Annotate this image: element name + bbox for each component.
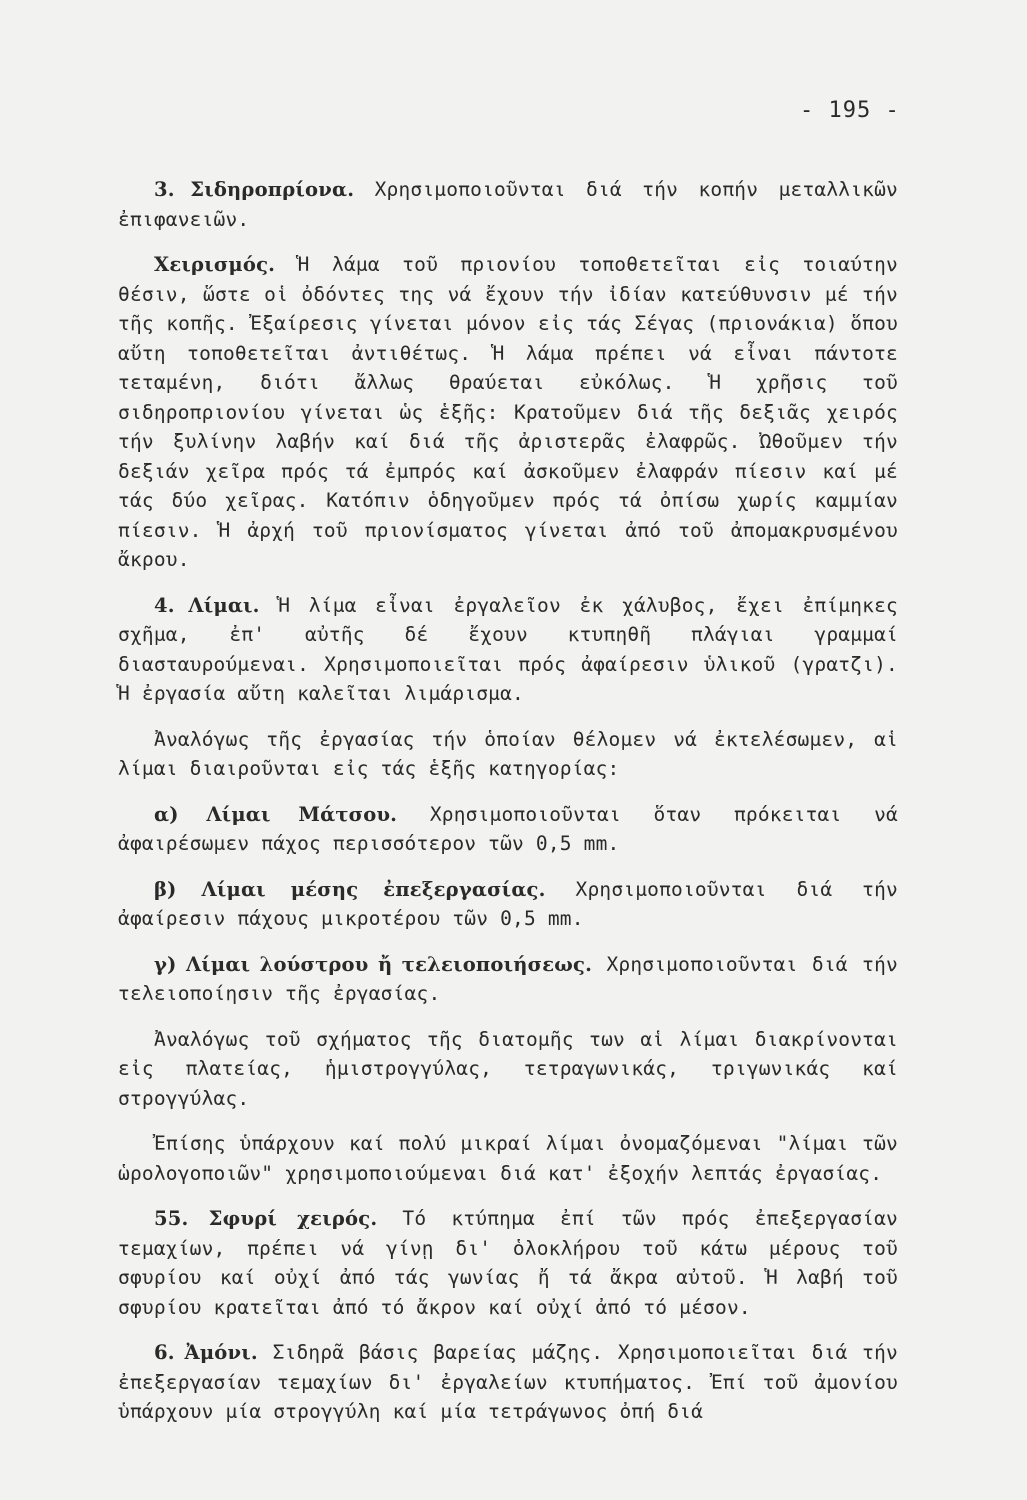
paragraph-body: Χρησιμοποιοῦνται διά τήν ἀφαίρεσιν πάχους μικροτέρου τῶν 0,5 mm. (118, 877, 898, 930)
paragraph-heading: Χειρισμός. (154, 253, 276, 276)
paragraph-heading: γ) Λίμαι λούστρου ἤ τελειοποιήσεως. (154, 952, 593, 976)
paragraph-body: Τό κτύπημα ἐπί τῶν πρός ἐπεξεργασίαν τεμαχίων, πρέπει νά γίνῃ δι' ὁλοκλήρου τοῦ κάτω μέρους τοῦ σφυρίου καί οὐχί ἀπό τάς γωνίας ἤ τά ἄκρα αὐτοῦ. Ἡ λαβή τοῦ σφυρίου κρατεῖται ἀπό τό ἄκρον καί οὐχί ἀπό τό μέσον. (118, 1207, 898, 1319)
paragraph-analogos-sximatos (118, 1025, 898, 1114)
paragraph-body: Χρησιμοποιοῦνται διά τήν κοπήν μεταλλικῶν ἐπιφανειῶν. (118, 178, 898, 231)
paragraph-limai-loustrou (118, 950, 898, 1009)
paragraph-heading: β) Λίμαι μέσης ἐπεξεργασίας. (154, 877, 546, 901)
paragraph-limai (118, 591, 898, 709)
paragraph-heading: 6. Ἀμόνι. (154, 1341, 258, 1364)
paragraph-heading: α) Λίμαι Μάτσου. (154, 802, 398, 826)
paragraph-amoni (118, 1338, 898, 1427)
paragraph-body: Ἐπίσης ὑπάρχουν καί πολύ μικραί λίμαι ὀνομαζόμεναι "λίμαι τῶν ὡρολογοποιῶν" χρησιμοποιούμεναι διά κατ' ἐξοχήν λεπτάς ἐργασίας. (118, 1132, 898, 1185)
paragraph-body: Ἡ λίμα εἶναι ἐργαλεῖον ἐκ χάλυβος, ἔχει ἐπίμηκες σχῆμα, ἐπ' αὐτῆς δέ ἔχουν κτυπηθῆ πλάγιαι γραμμαί διασταυρούμεναι. Χρησιμοποιεῖται πρός ἀφαίρεσιν ὑλικοῦ (γρατζι). Ἡ ἐργασία αὔτη καλεῖται λιμάρισμα. (118, 593, 898, 705)
paragraph-heading: 3. Σιδηροπρίονα. (154, 178, 355, 201)
paragraph-episis (118, 1129, 898, 1188)
paragraph-limai-mesis (118, 875, 898, 934)
paragraph-body: Χρησιμοποιοῦνται ὅταν πρόκειται νά ἀφαιρέσωμεν πάχος περισσότερον τῶν 0,5 mm. (118, 802, 898, 855)
paragraph-heading: 4. Λίμαι. (154, 593, 260, 617)
paragraph-heading: 55. Σφυρί χειρός. (154, 1207, 378, 1230)
paragraph-limai-matsou (118, 800, 898, 859)
paragraph-sfyri (118, 1204, 898, 1322)
paragraph-xeirismos (118, 250, 898, 575)
body-text (118, 175, 898, 1443)
paragraph-body: Ἀναλόγως τοῦ σχήματος τῆς διατομῆς των αἱ λίμαι διακρίνονται εἰς πλατείας, ἡμιστρογγύλας, τετραγωνικάς, τριγωνικάς καί στρογγύλας. (118, 1027, 898, 1110)
page-number: - 195 - (800, 98, 900, 123)
paragraph-body: Σιδηρᾶ βάσις βαρείας μάζης. Χρησιμοποιεῖται διά τήν ἐπεξεργασίαν τεμαχίων δι' ἐργαλείων κτυπήματος. Ἐπί τοῦ ἀμονίου ὑπάρχουν μία στρογγύλη καί μία τετράγωνος ὀπή διά (118, 1341, 898, 1423)
paragraph-body: Ἡ λάμα τοῦ πριονίου τοποθετεῖται εἰς τοιαύτην θέσιν, ὥστε οἱ ὀδόντες της νά ἔχουν τήν ἰδίαν κατεύθυνσιν μέ τήν τῆς κοπῆς. Ἐξαίρεσις γίνεται μόνον εἰς τάς Σέγας (πριονάκια) ὅπου αὔτη τοποθετεῖται ἀντιθέτως. Ἡ λάμα πρέπει νά εἶναι πάντοτε τεταμένη, διότι ἄλλως θραύεται εὐκόλως. Ἡ χρῆσις τοῦ σιδηροπριονίου γίνεται ὡς ἑξῆς: Κρατοῦμεν διά τῆς δεξιᾶς χειρός τήν ξυλίνην λαβήν καί διά τῆς ἀριστερᾶς ἐλαφρῶς. Ὠθοῦμεν τήν δεξιάν χεῖρα πρός τά ἐμπρός καί ἀσκοῦμεν ἐλαφράν πίεσιν καί μέ τάς δύο χεῖρας. Κατόπιν ὁδηγοῦμεν πρός τά ὀπίσω χωρίς καμμίαν πίεσιν. Ἡ ἀρχή τοῦ πριονίσματος γίνεται ἀπό τοῦ ἀπομακρυσμένου ἄκρου. (118, 253, 898, 571)
paragraph-sidiropriona (118, 175, 898, 234)
paragraph-body: Ἀναλόγως τῆς ἐργασίας τήν ὁποίαν θέλομεν νά ἐκτελέσωμεν, αἱ λίμαι διαιροῦνται εἰς τάς ἑξῆς κατηγορίας: (118, 727, 898, 780)
paragraph-body: Χρησιμοποιοῦνται διά τήν τελειοποίησιν τῆς ἐργασίας. (118, 952, 898, 1005)
paragraph-analogos-ergasias (118, 725, 898, 784)
